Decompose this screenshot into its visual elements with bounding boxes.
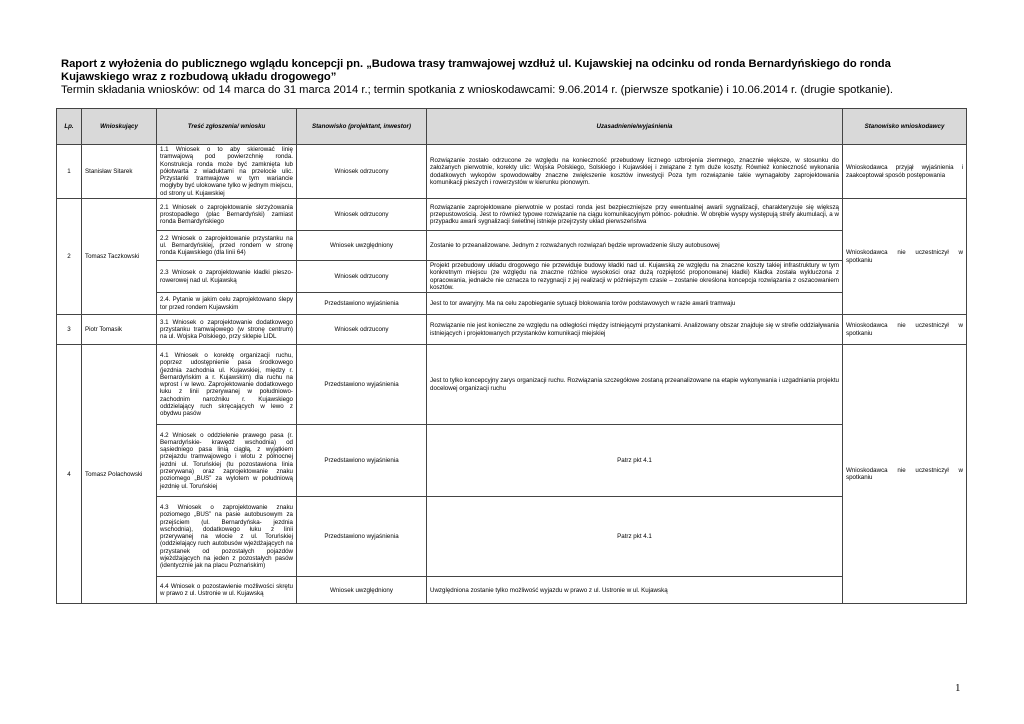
table-row [57, 261, 967, 293]
cell-applicant: Stanisław Sitarek [82, 145, 157, 199]
cell-content: 4.1 Wniosek o korektę organizacji ruchu, poprzez udostępnienie pasa środkowego (jezdnia zachodnia ul. Kujawskiej, między r. Bernardyńskim a r. Kujawskim) dla ruchu na wprost i w lewo. Zaprojektowanie dodatkowego łuku z linii przerywanej w południowo-zachodnim narożniku r. Kujawskiego oddzielający ruch skręcających w lewo z obydwu pasów [157, 345, 297, 425]
cell-position: Wniosek odrzucony [297, 261, 427, 293]
table-header-row [57, 109, 967, 145]
cell-justification: Jest to tylko koncepcyjny zarys organizacji ruchu. Rozwiązania szczegółowe zostaną przeanalizowane na etapie wykonywania i uzgadniania projektu docelowej organizacji ruchu [427, 345, 843, 425]
requests-table [56, 108, 967, 604]
table-row [57, 315, 967, 345]
cell-content: 2.3 Wniosek o zaprojektowanie kładki pieszo-rowerowej nad ul. Kujawską [157, 261, 297, 293]
cell-justification: Zostanie to przeanalizowane. Jednym z rozważanych rozwiązań będzie wprowadzenie śluzy autobusowej [427, 231, 843, 261]
cell-justification: Uwzględniona zostanie tylko możliwość wyjazdu w prawo z ul. Ustronie w ul. Kujawską [427, 577, 843, 604]
cell-lp: 2 [57, 199, 82, 315]
table-row [57, 577, 967, 604]
cell-lp: 3 [57, 315, 82, 345]
cell-position: Wniosek uwzględniony [297, 577, 427, 604]
report-title: Raport z wyłożenia do publicznego wglądu koncepcji pn. „Budowa trasy tramwajowej wzdłuż ul. Kujawskiej na odcinku od ronda Bernardyńskiego do ronda Kujawskiego wraz z rozbudową układu drogowego” [61, 58, 891, 83]
cell-position: Przedstawiono wyjaśnienia [297, 425, 427, 497]
cell-applicant-position: Wnioskodawca nie uczestniczył w spotkaniu [843, 315, 967, 345]
cell-content: 4.3 Wniosek o zaprojektowanie znaku poziomego „BUS” na pasie autobusowym za przejściem (ul. Bernardyńska- jezdnia wschodnia), dodatkowego łuku z linii przerywanej na wlocie z ul. Toruńskiej (oddzielający ruch autobusów wjeżdżających na przystanek od pozostałych pojazdów wjeżdżających na jeden z pozostałych pasów (identycznie jak na placu Poznańskim) [157, 497, 297, 577]
cell-lp: 1 [57, 145, 82, 199]
page-number: 1 [955, 682, 961, 694]
header-position: Stanowisko (projektant, inwestor) [297, 109, 427, 145]
table-row [57, 497, 967, 577]
cell-position: Wniosek odrzucony [297, 145, 427, 199]
cell-position: Przedstawiono wyjaśnienia [297, 293, 427, 315]
cell-content: 3.1 Wniosek o zaprojektowanie dodatkowego przystanku tramwajowego (w stronę centrum) na ul. Wojska Polskiego, przy sklepie LIDL [157, 315, 297, 345]
cell-justification: Rozwiązanie nie jest konieczne ze względu na odległości między istniejącymi przystankami. Analizowany obszar znajduje się w strefie oddziaływania istniejących i projektowanych przystanków komunikacji miejskiej [427, 315, 843, 345]
cell-justification: Projekt przebudowy układu drogowego nie przewiduje budowy kładki nad ul. Kujawską ze względu na znaczne koszty takiej infrastruktury w tym konkretnym miejscu (ze względu na znaczne różnice wysokości oraz dużą rozpiętość proponowanej kładki) Kładka została wykluczona z opracowania, jednakże nie oznacza to rezygnacji z jej realizacji w późniejszym czasie – zostanie określona koncepcja rozwiązania z oszacowaniem kosztów. [427, 261, 843, 293]
header-lp: Lp. [57, 109, 82, 145]
cell-content: 2.1 Wniosek o zaprojektowanie skrzyżowania prostopadłego (plac Bernardyński) zamiast ronda Bernardyńskiego [157, 199, 297, 231]
cell-justification: Patrz pkt 4.1 [427, 497, 843, 577]
table-row [57, 425, 967, 497]
cell-position: Przedstawiono wyjaśnienia [297, 497, 427, 577]
cell-justification: Jest to tor awaryjny. Ma na celu zapobieganie sytuacji blokowania torów podstawowych w razie awarii tramwaju [427, 293, 843, 315]
header-content: Treść zgłoszenia/ wniosku [157, 109, 297, 145]
cell-applicant-position: Wnioskodawca nie uczestniczył w spotkaniu [843, 345, 967, 604]
header-applicant-position: Stanowisko wnioskodawcy [843, 109, 967, 145]
table-row [57, 231, 967, 261]
table-row [57, 145, 967, 199]
cell-applicant-position: Wnioskodawca przyjął wyjaśnienia i zaakceptował sposób postępowania [843, 145, 967, 199]
cell-lp: 4 [57, 345, 82, 604]
cell-content: 4.4 Wniosek o pozostawienie możliwości skrętu w prawo z ul. Ustronie w ul. Kujawską [157, 577, 297, 604]
table-row [57, 345, 967, 425]
table-row [57, 199, 967, 231]
table-row [57, 293, 967, 315]
cell-applicant: Tomasz Polachowski [82, 345, 157, 604]
cell-position: Przedstawiono wyjaśnienia [297, 345, 427, 425]
cell-justification: Rozwiązanie zostało odrzucone ze względu na konieczność przebudowy licznego uzbrojenia ziemnego, znacznie większe, w stosunku do założanych pierwotnie, korekty ulic: Wojska Polskiego, Solskiego i Kujawskiej i związane z tym duże koszty. Również konieczność wykonania dodatkowych wykopów spowodowałby znaczne zwiększenie kosztów inwestycji Poza tym rozwiązanie takie wymagałoby zaprojektowania komunikacji pieszych i rowerzystów w kierunku pionowym. [427, 145, 843, 199]
cell-content: 2.2 Wniosek o zaprojektowanie przystanku na ul. Bernardyńskiej, przed rondem w stronę ronda Kujawskiego (dla linii 64) [157, 231, 297, 261]
cell-content: 1.1 Wniosek o to aby skierować linię tramwajową pod powierzchnię ronda. Konstrukcja ronda może być zamknięta lub półotwarta z wiaduktami na przelocie ulic. Przystanki tramwajowe w tym wariancie mogłyby być ulokowane tylko w jednym miejscu, od strony ul. Kujawskiej [157, 145, 297, 199]
cell-content: 2.4. Pytanie w jakim celu zaprojektowano ślepy tor przed rondem Kujawskim [157, 293, 297, 315]
header-justification: Uzasadnienie/wyjaśnienia [427, 109, 843, 145]
cell-applicant: Piotr Tomasik [82, 315, 157, 345]
cell-applicant-position: Wnioskodawca nie uczestniczył w spotkaniu [843, 199, 967, 315]
cell-justification: Patrz pkt 4.1 [427, 425, 843, 497]
header-applicant: Wnioskujący [82, 109, 157, 145]
cell-content: 4.2 Wniosek o oddzielenie prawego pasa (r. Bernardyńskie- krawędź wschodnia) od sąsiedniego pasa linią ciągłą, z wyjątkiem przejazdu tramwajowego i wlotu z północnej jezdni ul. Toruńskiej (tu pozostawiona linia przerywana) oraz zaprojektowanie znaku poziomego „BUS” za wylotem w południową jezdnię ul. Toruńskiej [157, 425, 297, 497]
cell-applicant: Tomasz Taczkowski [82, 199, 157, 315]
cell-position: Wniosek odrzucony [297, 315, 427, 345]
cell-position: Wniosek odrzucony [297, 199, 427, 231]
report-subtitle: Termin składania wniosków: od 14 marca do 31 marca 2014 r.; termin spotkania z wnioskodawcami: 9.06.2014 r. (pierwsze spotkanie) i 10.06.2014 r. (drugie spotkanie). [61, 84, 894, 96]
cell-justification: Rozwiązanie zaprojektowane pierwotnie w postaci ronda jest bezpieczniejsze przy ewentualnej awarii sygnalizacji, charakteryzuje się większą przepustowością. Jest to również typowe rozwiązanie na ciągu komunikacyjnym północ- południe. W obrębie wyspy występują strefy akumulacji, a w przypadku awarii sygnalizacji świetlnej istnieje przejrzysty układ pierwszeństwa [427, 199, 843, 231]
cell-position: Wniosek uwzględniony [297, 231, 427, 261]
